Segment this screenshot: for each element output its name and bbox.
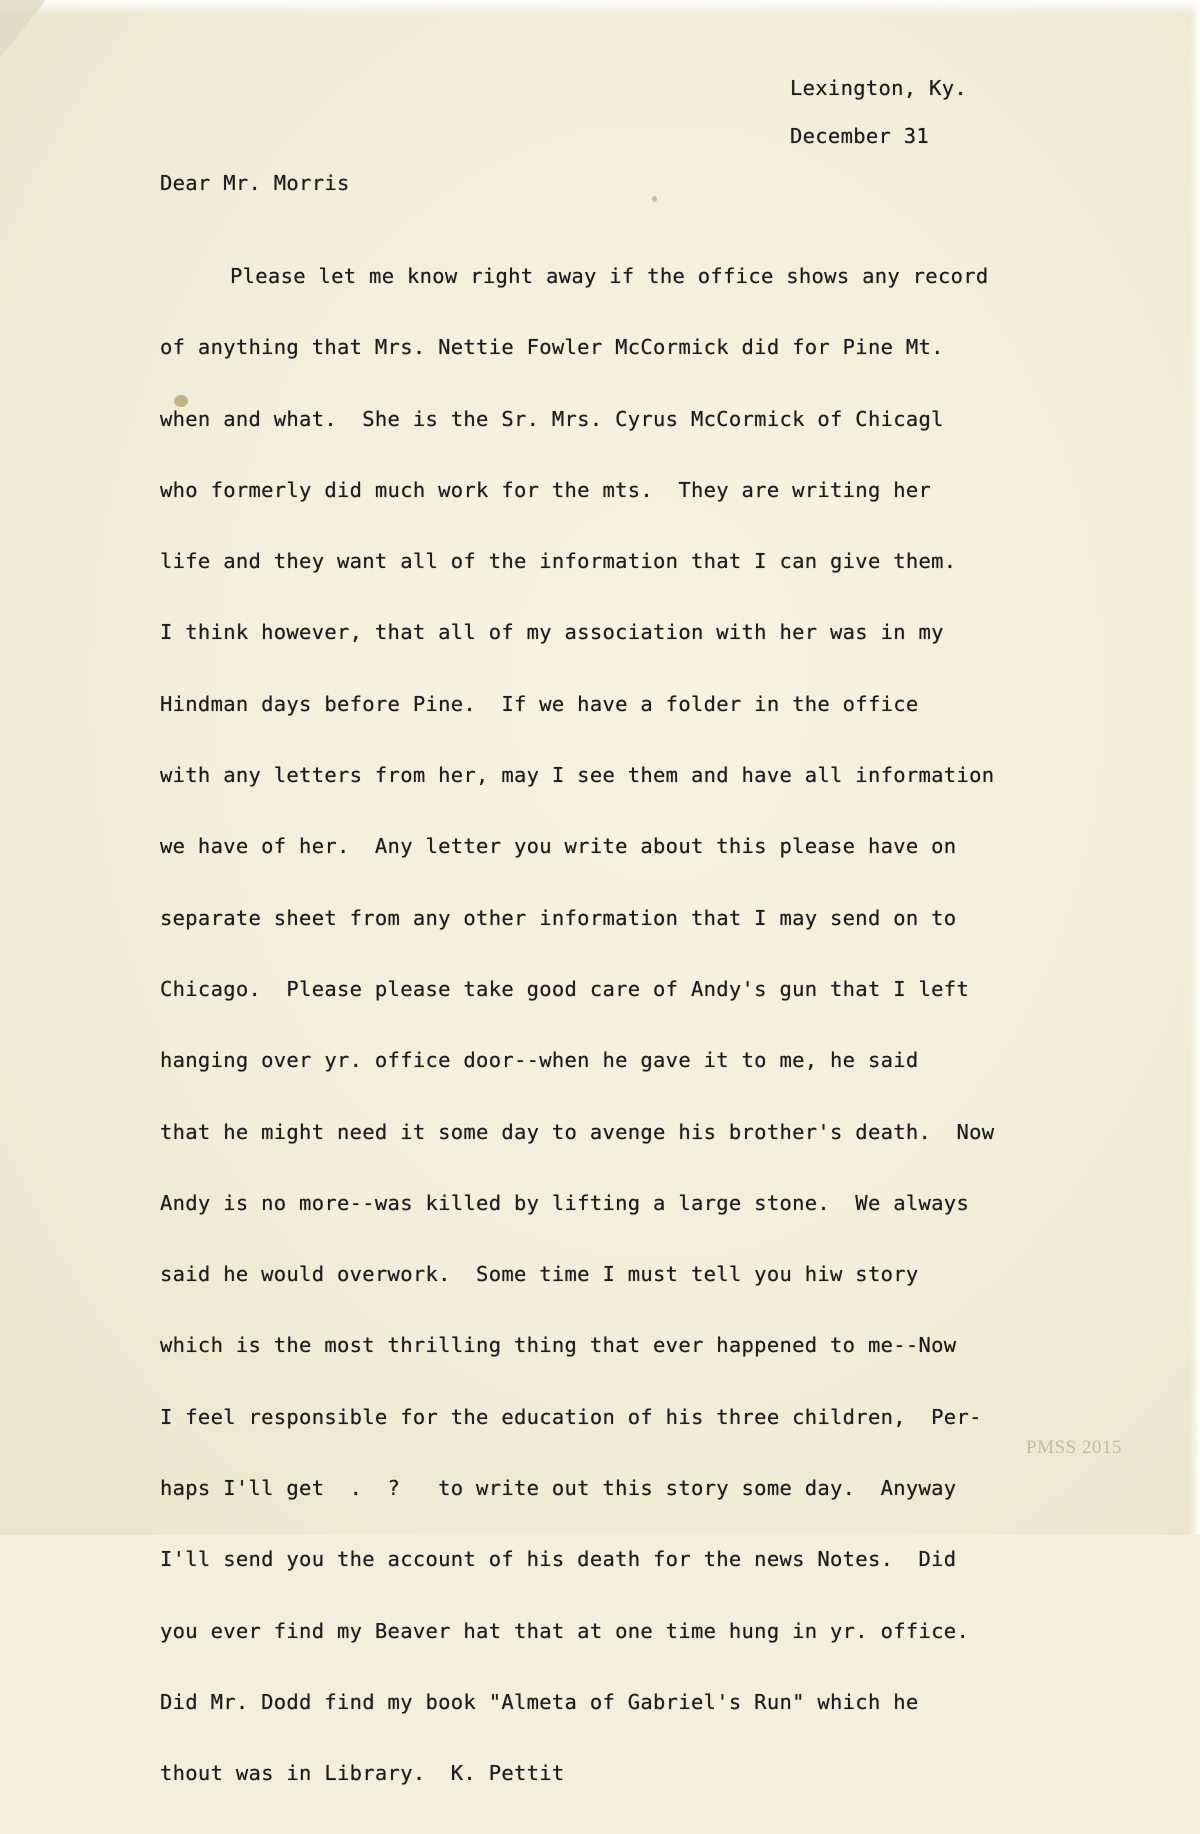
body-line-text: Please let me know right away if the office shows any record <box>230 264 989 288</box>
body-line: said he would overwork. Some time I must tell you hiw story <box>160 1262 919 1287</box>
body-line: Andy is no more--was killed by lifting a large stone. We always <box>160 1190 970 1215</box>
body-line: I think however, that all of my association with her was in my <box>160 620 944 645</box>
body-line: Chicago. Please please take good care of Andy's gun that I left <box>160 976 970 1001</box>
body-line: life and they want all of the information that I can give them. <box>160 549 957 574</box>
letter-date: December 31 <box>790 124 930 148</box>
body-line: you ever find my Beaver hat that at one time hung in yr. office. <box>160 1618 970 1643</box>
body-line-signature: thout was in Library. K. Pettit <box>160 1761 565 1786</box>
body-line: hanging over yr. office door--when he gave it to me, he said <box>160 1048 919 1073</box>
body-line: of anything that Mrs. Nettie Fowler McCormick did for Pine Mt. <box>160 335 944 360</box>
letter-salutation: Dear Mr. Morris <box>160 171 350 195</box>
folded-corner <box>0 0 46 58</box>
paper-right-edge <box>1190 0 1200 1535</box>
body-line: that he might need it some day to avenge his brother's death. Now <box>160 1119 995 1144</box>
body-line: we have of her. Any letter you write about this please have on <box>160 834 957 859</box>
body-line: haps I'll get . ? to write out this story some day. Anyway <box>160 1476 957 1501</box>
archive-watermark: PMSS 2015 <box>1026 1437 1122 1458</box>
letter-body <box>160 217 994 1834</box>
body-line: Did Mr. Dodd find my book "Almeta of Gabriel's Run" which he <box>160 1689 919 1714</box>
body-line: which is the most thrilling thing that ever happened to me--Now <box>160 1333 957 1358</box>
body-line: who formerly did much work for the mts. They are writing her <box>160 477 932 502</box>
body-line: I feel responsible for the education of his three children, Per- <box>160 1404 982 1429</box>
body-line: with any letters from her, may I see them and have all information <box>160 763 995 788</box>
body-line: Hindman days before Pine. If we have a folder in the office <box>160 691 919 716</box>
paper-top-edge <box>0 0 1200 14</box>
body-line: when and what. She is the Sr. Mrs. Cyrus McCormick of Chicagl <box>160 406 944 431</box>
letter-place: Lexington, Ky. <box>790 76 967 100</box>
body-line: separate sheet from any other information that I may send on to <box>160 905 957 930</box>
paper-speck <box>652 196 657 202</box>
body-line: I'll send you the account of his death for the news Notes. Did <box>160 1547 957 1572</box>
body-line <box>160 265 994 288</box>
